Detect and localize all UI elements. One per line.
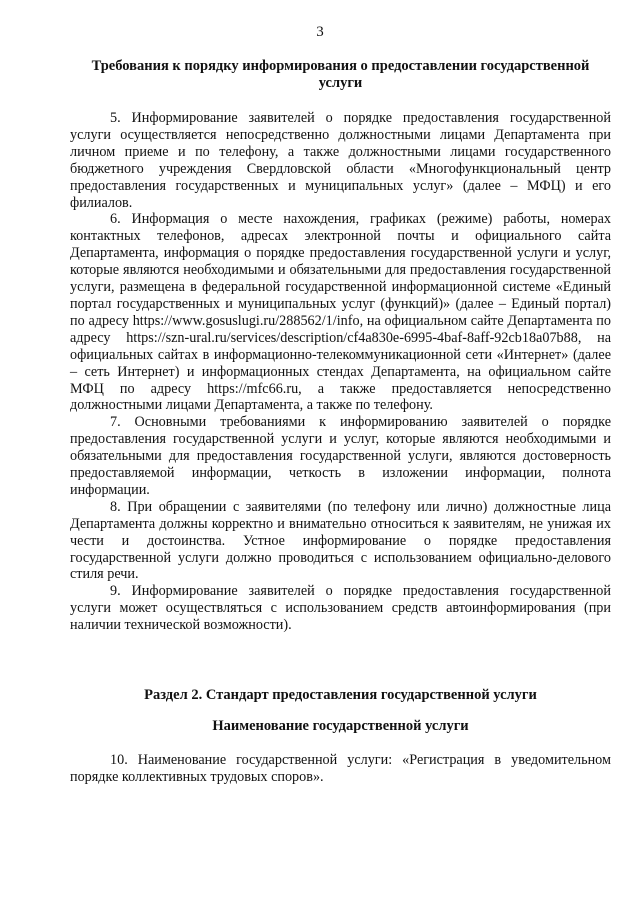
section-heading-standard: Раздел 2. Стандарт предоставления государственной услуги	[144, 687, 537, 703]
paragraph-10: 10. Наименование государственной услуги: «Регистрация в уведомительном порядке коллективных трудовых споров».	[70, 752, 611, 785]
section-heading-informing: Требования к порядку информирования о предоставлении государственной услуги	[91, 58, 590, 91]
paragraph-7: 7. Основными требованиями к информированию заявителей о порядке предоставления государственной услуги и услуг, которые являются необходимыми и обязательными для предоставления государственной услуги, являются достоверность предоставляемой информации, четкость в изложении информации, полнота информации.	[70, 414, 611, 498]
paragraph-group-informing	[70, 110, 611, 634]
paragraph-8: 8. При обращении с заявителями (по телефону или лично) должностные лица Департамента должны корректно и внимательно относиться к заявителям, не унижая их чести и достоинства. Устное информирование о порядке предоставления государственной услуги должно проводиться с использованием официально-делового стиля речи.	[70, 498, 611, 583]
paragraph-6: 6. Информация о месте нахождения, графиках (режиме) работы, номерах контактных телефонов, адресах электронной почты и официального сайта Департамента, информация о порядке предоставления государственной услуги и услуг, которые являются необходимыми и обязательными для предоставления государственной услуги, размещена в федеральной государственной информационной системе «Единый портал государственных и муниципальных услуг (функций)» (далее – Единый портал) по адресу https://www.gosuslugi.ru/288562/1/info, на официальном сайте Департамента по адресу https://szn-ural.ru/services/description/cf4a830e-6995-4baf-8aff-92cb18a07b88, на официальных сайтах в информационно-телекоммуникационной сети «Интернет» (далее – сеть Интернет) и информационных стендах Департамента, на официальном сайте МФЦ по адресу https://mfc66.ru, а также предоставляется непосредственно должностными лицами Департамента, а также по телефону.	[70, 211, 611, 414]
section-heading-service-name: Наименование государственной услуги	[212, 718, 469, 734]
paragraph-group-service-name	[70, 752, 611, 786]
paragraph-9: 9. Информирование заявителей о порядке предоставления государственной услуги может осуществляться с использованием средств автоинформирования (при наличии технической возможности).	[70, 583, 611, 634]
paragraph-5: 5. Информирование заявителей о порядке предоставления государственной услуги осуществляется непосредственно должностными лицами Департамента при личном приеме и по телефону, а также должностными лицами государственного бюджетного учреждения Свердловской области «Многофункциональный центр предоставления государственных и муниципальных услуг» (далее – МФЦ) и его филиалов.	[70, 110, 611, 211]
page-number: 3	[316, 24, 324, 40]
